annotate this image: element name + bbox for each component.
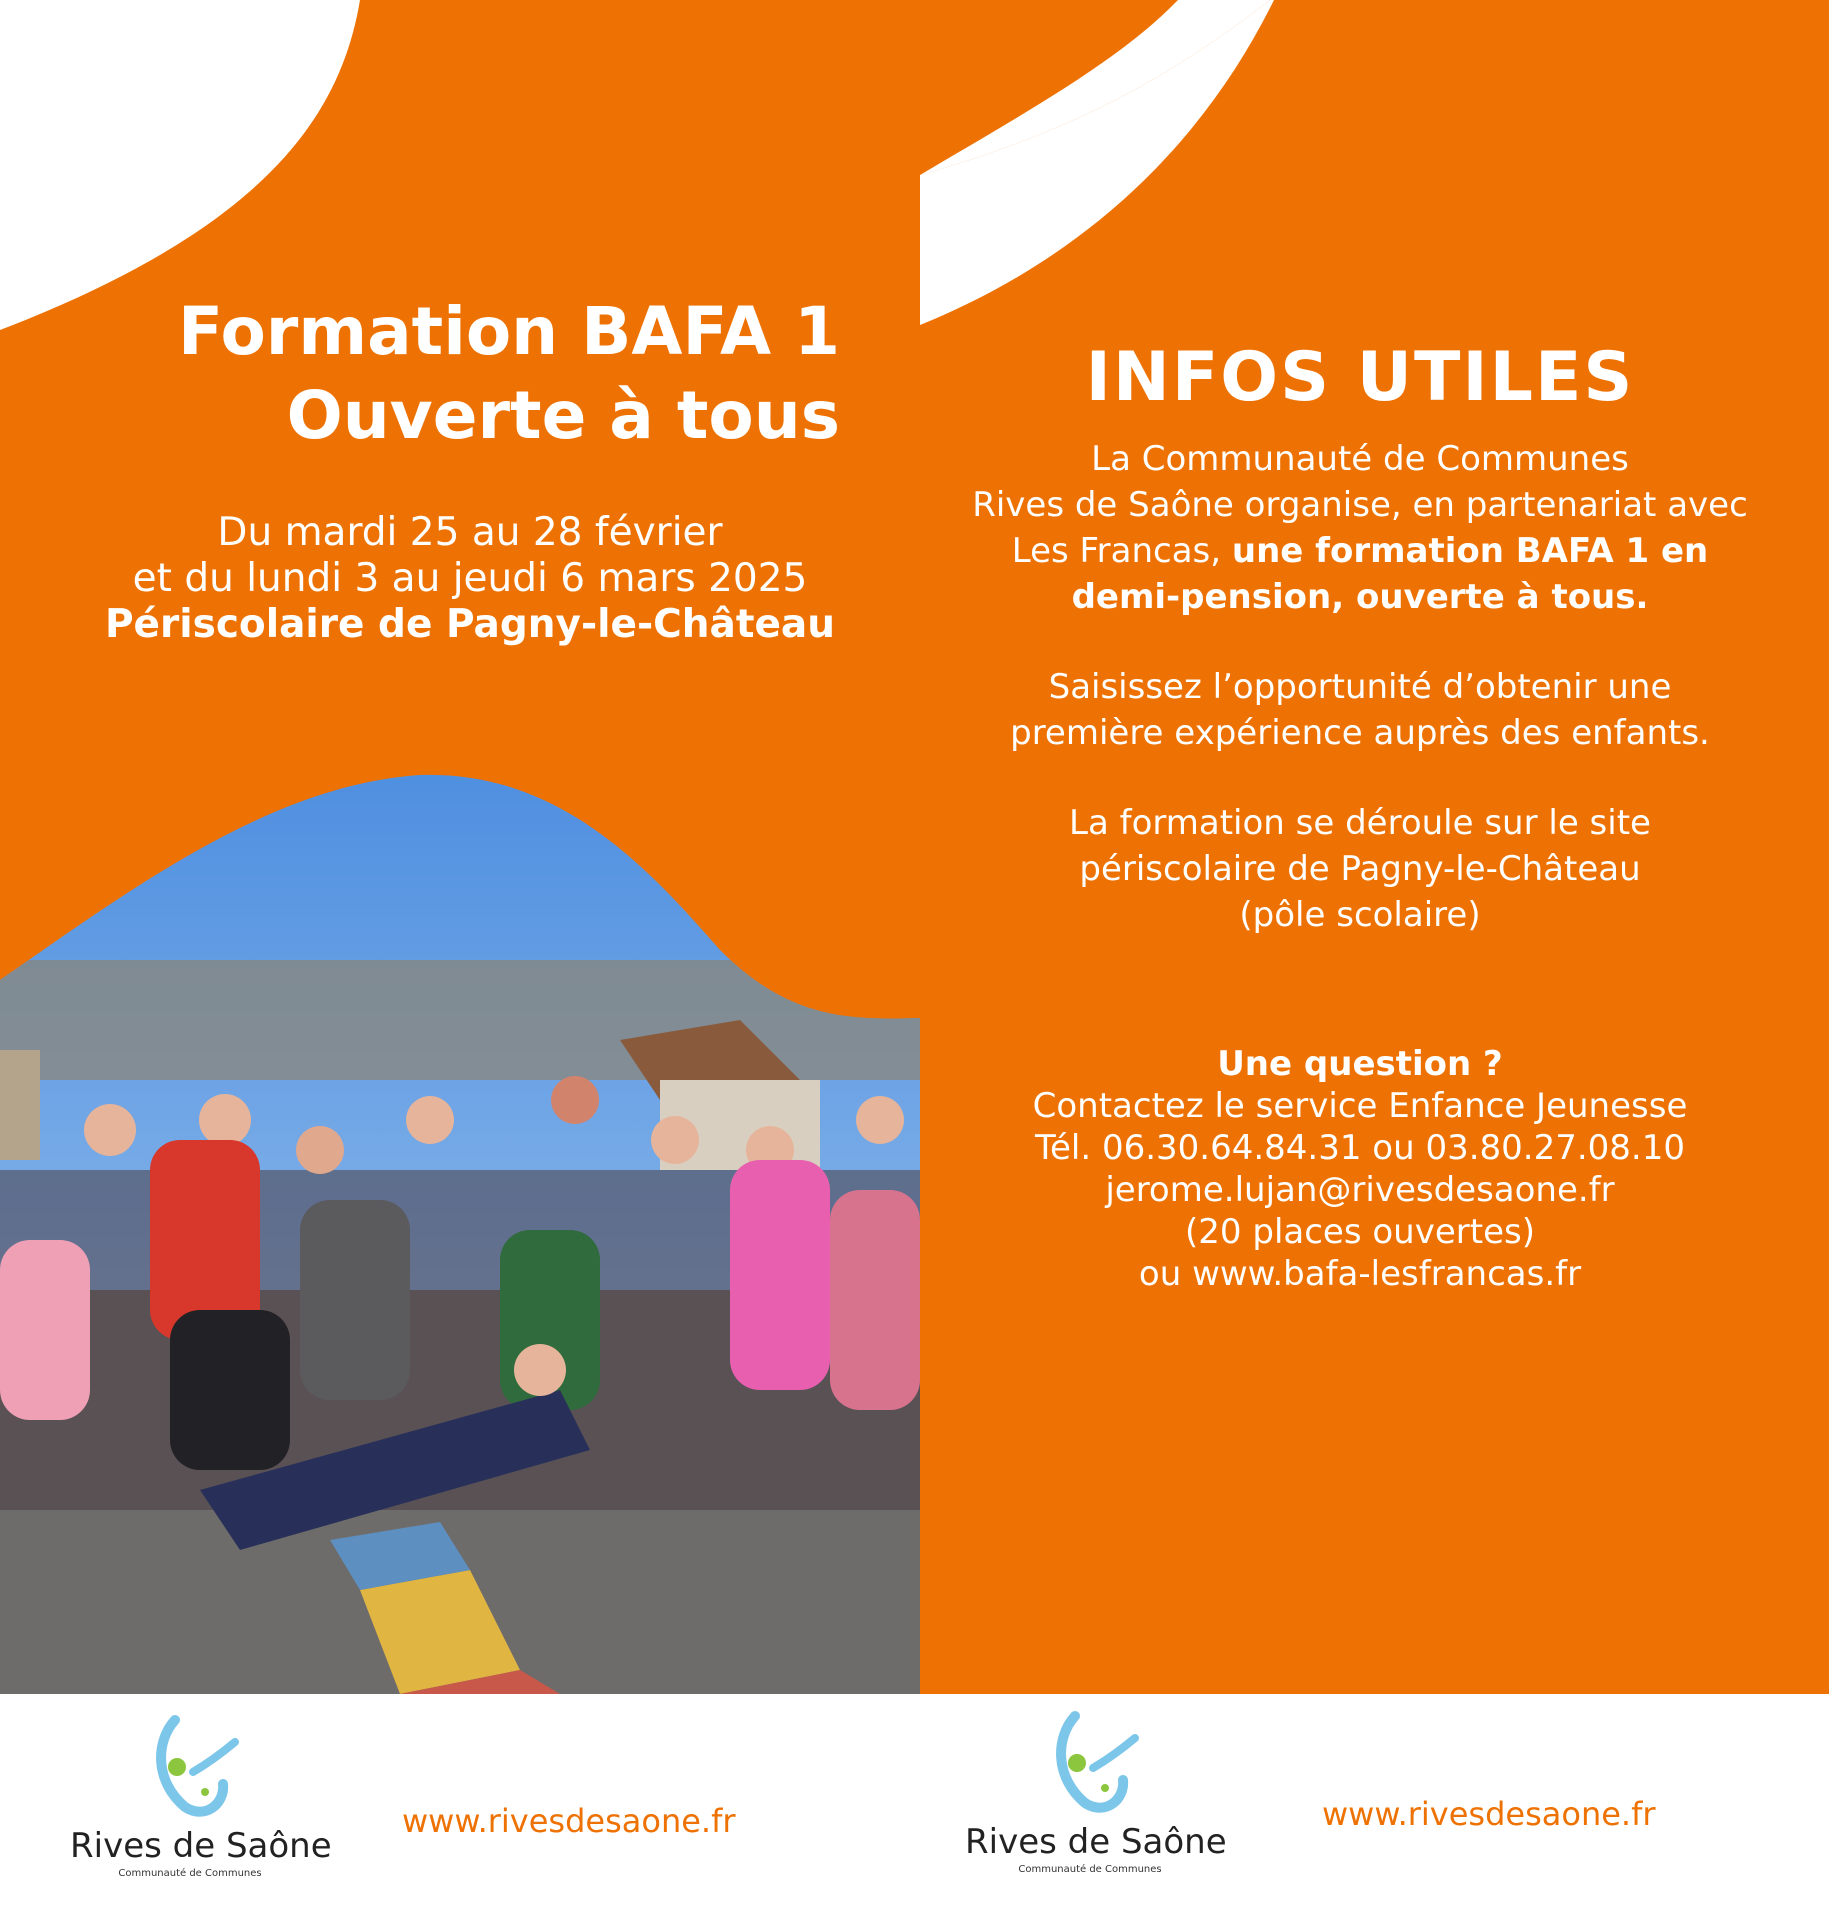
logo-subtitle: Communauté de Communes [1018, 1864, 1162, 1875]
page-title [80, 290, 840, 458]
contact-places: (20 places ouvertes) [1185, 1212, 1535, 1252]
logo-name: Rives de Saône [965, 1822, 1227, 1862]
title-line-1: Formation BAFA 1 [178, 293, 840, 370]
date-line-2: et du lundi 3 au jeudi 6 mars 2025 [132, 556, 808, 601]
logo-subtitle: Communauté de Communes [118, 1868, 262, 1879]
group-photo [0, 770, 920, 1694]
logo-mark-icon [135, 1712, 245, 1822]
logo-right [965, 1708, 1227, 1875]
footer-url-right[interactable]: www.rivesdesaone.fr [1322, 1795, 1656, 1833]
title-line-2: Ouverte à tous [286, 377, 840, 454]
footer-url-left[interactable]: www.rivesdesaone.fr [402, 1802, 736, 1840]
contact-block [940, 1043, 1780, 1295]
infos-p1-line4-bold: demi-pension, ouverte à tous. [1071, 577, 1649, 617]
venue: Périscolaire de Pagny-le-Château [104, 602, 836, 647]
infos-p3-line1: La formation se déroule sur le site [1069, 803, 1651, 843]
infos-p3-line2: périscolaire de Pagny-le-Château [1079, 849, 1641, 889]
infos-p2-line1: Saisissez l’opportunité d’obtenir une [1048, 667, 1672, 707]
infos-p1-line2: Rives de Saône organise, en partenariat avec [972, 485, 1748, 525]
infos-title: INFOS UTILES [1085, 338, 1635, 417]
infos-p2-line2: première expérience auprès des enfants. [1010, 713, 1710, 753]
contact-website[interactable]: ou www.bafa-lesfrancas.fr [1138, 1254, 1582, 1294]
contact-phone[interactable]: Tél. 06.30.64.84.31 ou 03.80.27.08.10 [1034, 1128, 1686, 1168]
contact-line: Contactez le service Enfance Jeunesse [1032, 1086, 1688, 1126]
infos-p3-line3: (pôle scolaire) [1239, 895, 1481, 935]
date-line-1: Du mardi 25 au 28 février [217, 510, 723, 555]
infos-text [940, 436, 1780, 938]
infos-p1-line3 [940, 528, 1780, 574]
logo-left [70, 1712, 332, 1879]
infos-p1-line3-plain: Les Francas, [1011, 531, 1232, 571]
logo-mark-icon [1035, 1708, 1145, 1818]
logo-name: Rives de Saône [70, 1826, 332, 1866]
infos-p1-line4 [940, 574, 1780, 620]
event-dates [40, 510, 900, 648]
contact-email[interactable]: jerome.lujan@rivesdesaone.fr [1105, 1170, 1615, 1210]
contact-question: Une question ? [1217, 1044, 1503, 1084]
infos-p1-line1: La Communauté de Communes [1091, 439, 1629, 479]
infos-p1-line3-bold: une formation BAFA 1 en [1231, 531, 1709, 571]
